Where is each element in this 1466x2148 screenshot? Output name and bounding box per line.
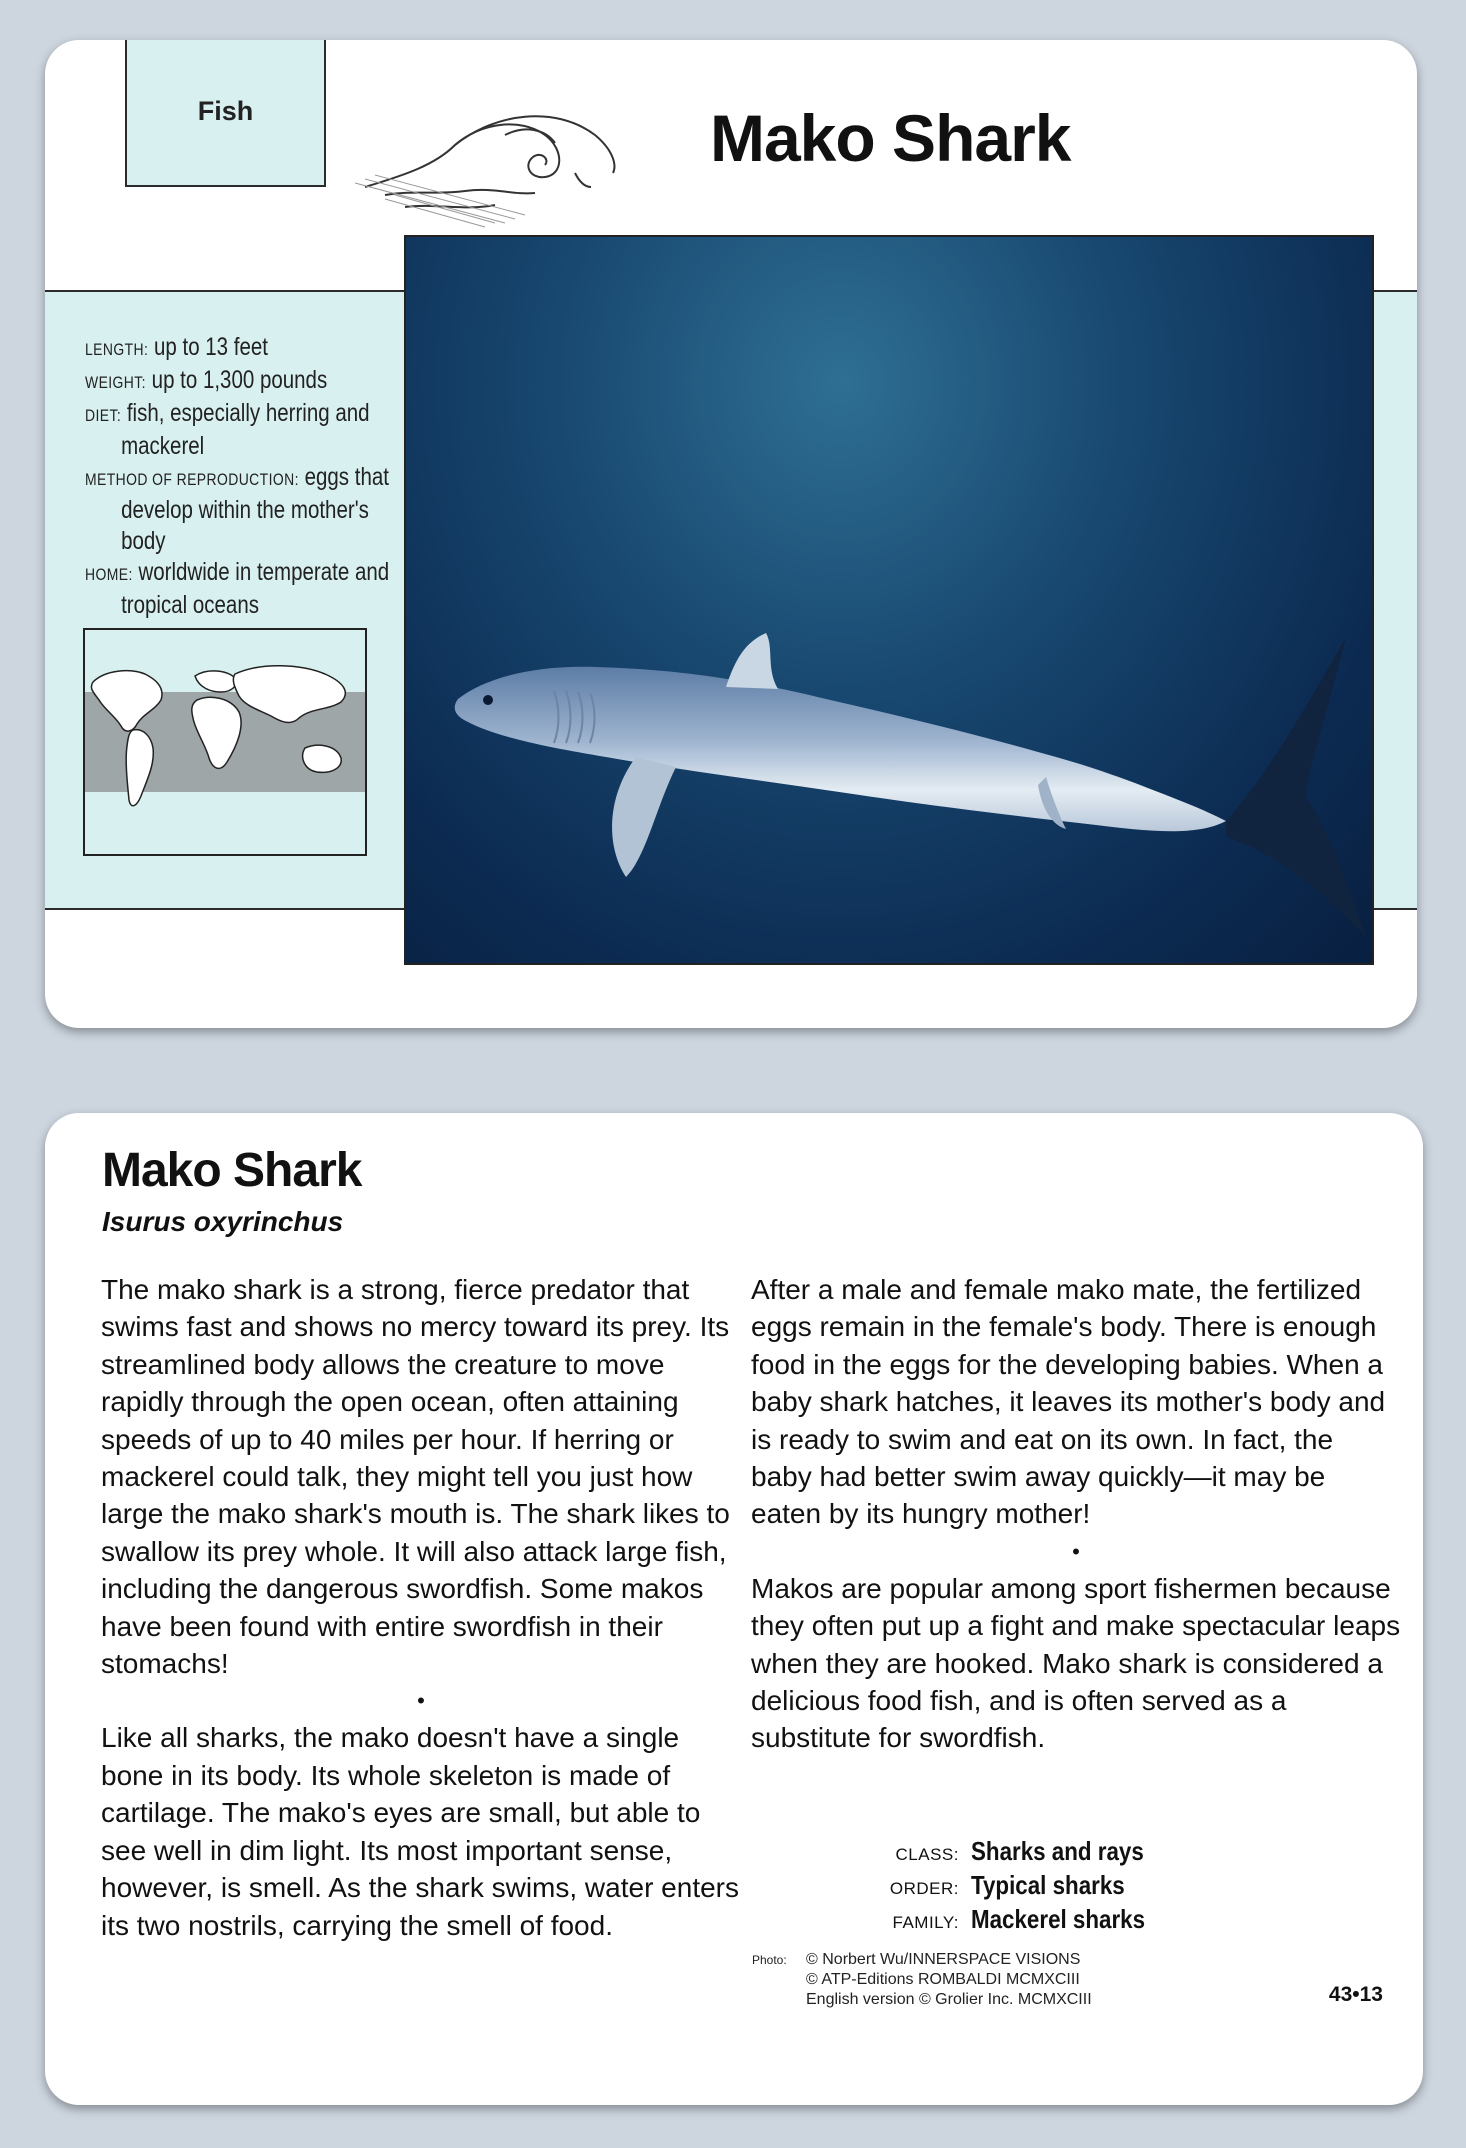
fact-label: WEIGHT: (85, 373, 146, 392)
back-title: Mako Shark (102, 1144, 362, 1197)
fact-label: LENGTH: (85, 340, 149, 359)
fact-value: up to 1,300 pounds (151, 366, 328, 394)
taxonomy-value: Typical sharks (971, 1870, 1125, 1900)
category-box (125, 40, 326, 187)
fact-diet (85, 398, 413, 462)
taxonomy-family (871, 1904, 1173, 1938)
fact-length (85, 332, 413, 365)
fact-label: HOME: (85, 565, 133, 584)
text-column-right (751, 1271, 1401, 1757)
shark-photo (404, 235, 1374, 965)
taxonomy-label: FAMILY: (892, 1913, 959, 1932)
category-label: Fish (197, 96, 254, 126)
fact-value: worldwide in temperate and tropical oceans (121, 558, 390, 619)
taxonomy-list (871, 1836, 1173, 1938)
mako-shark-image (406, 237, 1374, 965)
paragraph: After a male and female mako mate, the fertilized eggs remain in the female's body. There is enough food in the eggs for the developing babies. When a baby shark hatches, it leaves its mother's body and is ready to swim and eat on its own. In fact, the baby had better swim away quickly—it may be eaten by its hungry mother! (751, 1274, 1386, 1530)
paragraph: The mako shark is a strong, fierce predator that swims fast and shows no mercy toward its prey. Its streamlined body allows the creature to move rapidly through the open ocean, often attaining speeds of up to 40 miles per hour. If herring or mackerel could talk, they might tell you just how large the mako shark's mouth is. The shark likes to swallow its prey whole. It will also attack large fish, including the dangerous swordfish. Some makos have been found with entire swordfish in their stomachs! (101, 1274, 730, 1680)
paragraph: Makos are popular among sport fishermen because they often put up a fight and make spectacular leaps when they are hooked. Mako shark is considered a delicious food fish, and is often served as a substitute for swordfish. (751, 1572, 1401, 1754)
fact-value: up to 13 feet (153, 333, 268, 361)
fact-label: METHOD OF REPRODUCTION: (85, 470, 299, 489)
text-column-left (101, 1271, 741, 1944)
card-front (45, 40, 1417, 1028)
taxonomy-label: CLASS: (895, 1845, 959, 1864)
paragraph-separator: • (1072, 1538, 1080, 1564)
fact-reproduction (85, 462, 413, 557)
paragraph: Like all sharks, the mako doesn't have a single bone in its body. Its whole skeleton is made of cartilage. The mako's eyes are small, but able to see well in dim light. Its most important sense, however, is smell. As the shark swims, water enters its two nostrils, carrying the smell of food. (101, 1722, 739, 1941)
credit-line: English version © Grolier Inc. MCMXCIII (806, 1991, 1092, 2008)
paragraph-separator: • (417, 1688, 425, 1714)
taxonomy-order (871, 1870, 1173, 1904)
taxonomy-class (871, 1836, 1173, 1870)
fact-value: eggs that develop within the mother's body (121, 463, 389, 555)
credit-line: © ATP-Editions ROMBALDI MCMXCIII (806, 1971, 1080, 1988)
card-back (45, 1113, 1423, 2105)
fact-list (85, 332, 413, 621)
card-number: 43•13 (1328, 1983, 1383, 2006)
credit-line (752, 1950, 1092, 1970)
taxonomy-label: ORDER: (889, 1879, 959, 1898)
range-map (83, 628, 367, 856)
fact-weight (85, 365, 413, 398)
wave-icon (345, 95, 675, 245)
credit-label: Photo: (752, 1953, 787, 1967)
fact-value: fish, especially herring and mackerel (121, 399, 370, 460)
fact-home (85, 557, 413, 621)
fact-label: DIET: (85, 406, 122, 425)
world-map-icon (85, 630, 367, 856)
scientific-name: Isurus oxyrinchus (102, 1206, 344, 1237)
taxonomy-value: Sharks and rays (971, 1836, 1144, 1866)
credit-text: © Norbert Wu/INNERSPACE VISIONS (806, 1951, 1081, 1968)
front-title: Mako Shark (710, 101, 1071, 175)
taxonomy-value: Mackerel sharks (971, 1904, 1146, 1934)
photo-credits (752, 1950, 1092, 2010)
